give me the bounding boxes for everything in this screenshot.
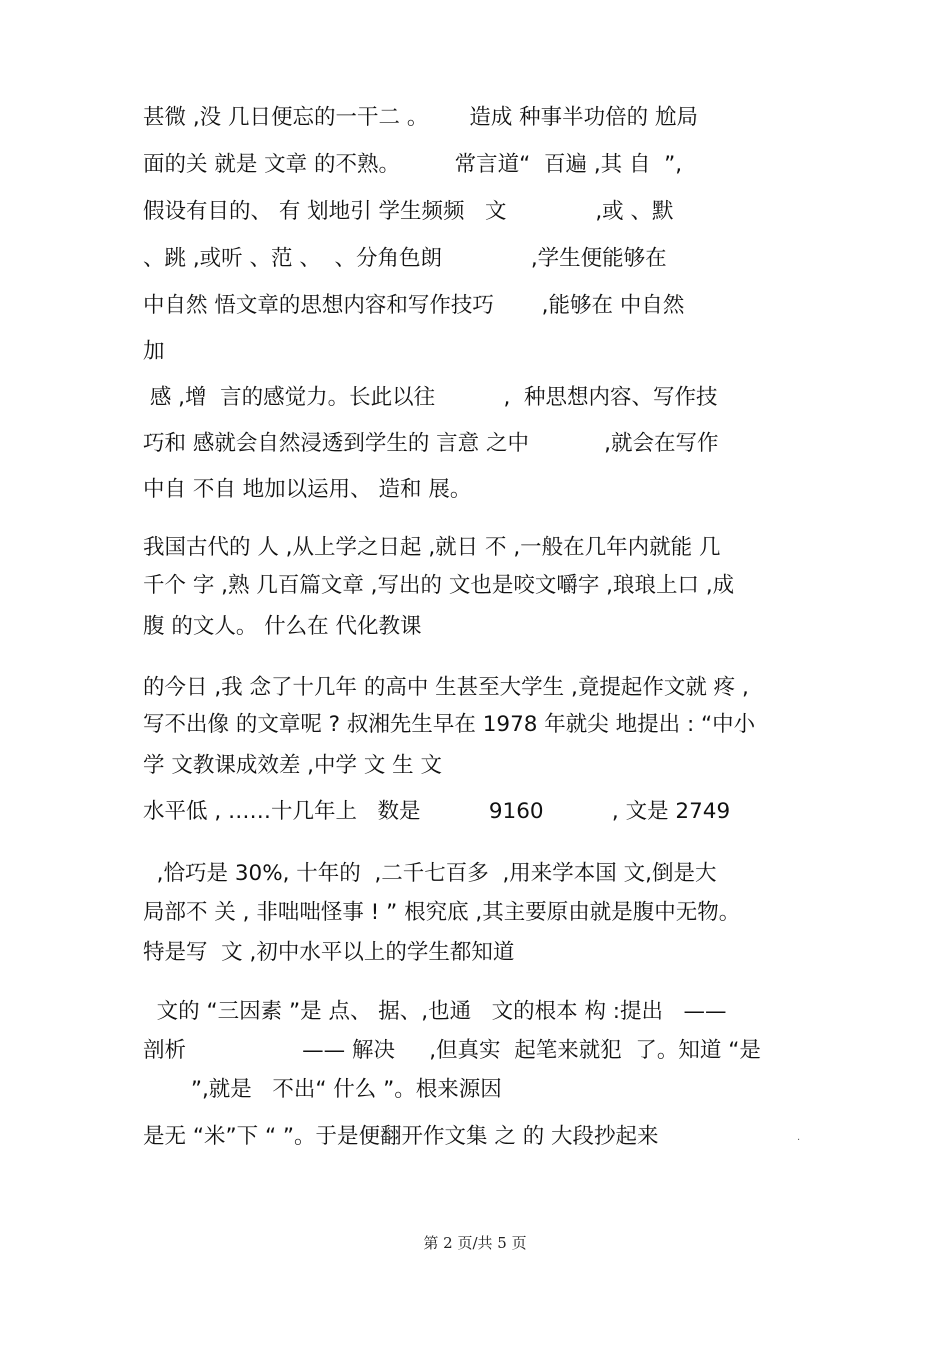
text-line: 的今日 ,我 念了十几年 的高中 生甚至大学生 ,竟提起作文就 疼 , — [143, 675, 749, 700]
text-line: ,恰巧是 30%, 十年的 ,二千七百多 ,用来学本国 文,倒是大 — [143, 861, 717, 886]
text-line: 我国古代的 人 ,从上学之日起 ,就日 不 ,一般在几年内就能 几 — [143, 535, 721, 560]
text-line: 面的关 就是 文章 的不熟。 常言道“ 百遍 ,其 自 ”, — [143, 152, 683, 177]
text-line: ”,就是 不出“ 什么 ”。根来源因 — [143, 1077, 502, 1102]
text-line: 感 ,增 言的感觉力。长此以往 , 种思想内容、写作技 — [143, 385, 718, 410]
text-line: 甚微 ,没 几日便忘的一干二 。 造成 种事半功倍的 尬局 — [143, 105, 699, 130]
text-line: 学 文教课成效差 ,中学 文 生 文 — [143, 753, 443, 778]
page-footer: 第 2 页/共 5 页 — [423, 1234, 527, 1252]
text-line: 假设有目的、 有 划地引 学生频频 文 ,或 、默 — [143, 199, 674, 224]
text-line: 局部不 关 , 非咄咄怪事 ! ” 根究底 ,其主要原由就是腹中无物。 — [143, 900, 741, 925]
text-line: 加 — [143, 339, 165, 364]
text-line: 特是写 文 ,初中水平以上的学生都知道 — [143, 940, 515, 965]
text-line: 写不出像 的文章呢 ? 叔湘先生早在 1978 年就尖 地提出 : “中小 — [143, 712, 756, 737]
text-line: 是无 “米”下 “ ”。于是便翻开作文集 之 的 大段抄起来 — [143, 1124, 659, 1149]
text-line: 水平低 , ……十几年上 数是 9160 , 文是 2749 — [143, 799, 731, 824]
text-line: 巧和 感就会自然浸透到学生的 言意 之中 ,就会在写作 — [143, 431, 719, 456]
text-line: 、跳 ,或听 、范 、 、分角色朗 ,学生便能够在 — [143, 246, 667, 271]
text-line: 千个 字 ,熟 几百篇文章 ,写出的 文也是咬文嚼字 ,琅琅上口 ,成 — [143, 573, 735, 598]
text-line: 文的 “三因素 ”是 点、 据、,也通 文的根本 构 :提出 —— — [143, 999, 727, 1024]
text-line: 中自 不自 地加以运用、 造和 展。 — [143, 477, 472, 502]
text-line: 剖析 —— 解决 ,但真实 起笔来就犯 了。知道 “是 — [143, 1038, 761, 1063]
stray-mark: . — [797, 1132, 801, 1143]
text-line: 腹 的文人。 什么在 代化教课 — [143, 614, 422, 639]
text-line: 中自然 悟文章的思想内容和写作技巧 ,能够在 中自然 — [143, 293, 685, 318]
